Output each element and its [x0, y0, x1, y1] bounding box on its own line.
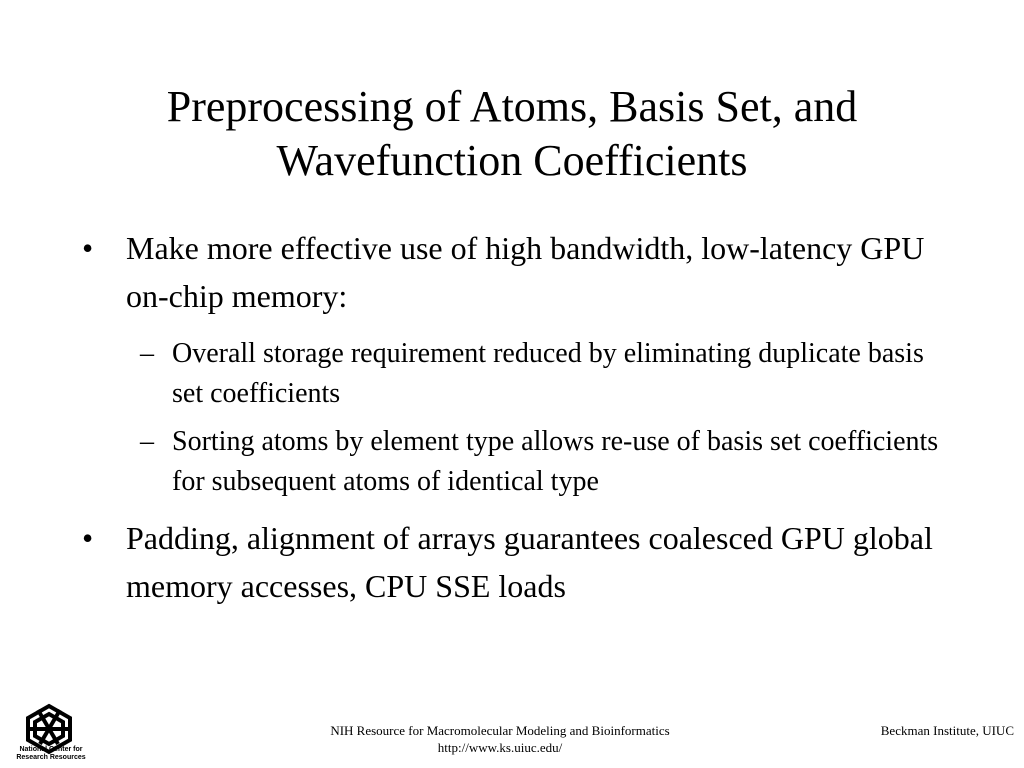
logo-caption-line-1: National Center for: [19, 746, 83, 753]
bullet-text: Padding, alignment of arrays guarantees coalesced GPU global memory accesses, CPU SSE loads: [126, 520, 933, 604]
bullet-marker: •: [82, 230, 94, 266]
footer-center: [300, 722, 700, 756]
bullet-text: Make more effective use of high bandwidth, low-latency GPU on-chip memory:: [126, 230, 925, 314]
sub-bullet-text: Sorting atoms by element type allows re-use of basis set coefficients for subsequent atoms of identical type: [172, 426, 939, 497]
footer-resource-name: NIH Resource for Macromolecular Modeling and Bioinformatics: [330, 723, 670, 738]
footer-url: http://www.ks.uiuc.edu/: [437, 740, 563, 755]
sub-bullet-marker: –: [140, 338, 154, 369]
footer-institute: Beckman Institute, UIUC: [880, 723, 1014, 738]
title-line-2: Wavefunction Coefficients: [276, 136, 748, 185]
sub-bullet-text: Overall storage requirement reduced by eliminating duplicate basis set coefficients: [172, 338, 924, 409]
bullet-marker: •: [82, 520, 94, 556]
sub-bullet-marker: –: [140, 426, 154, 457]
logo-caption-line-2: Research Resources: [16, 754, 86, 761]
title-line-1: Preprocessing of Atoms, Basis Set, and: [166, 82, 858, 131]
logo-caption: [10, 746, 92, 762]
